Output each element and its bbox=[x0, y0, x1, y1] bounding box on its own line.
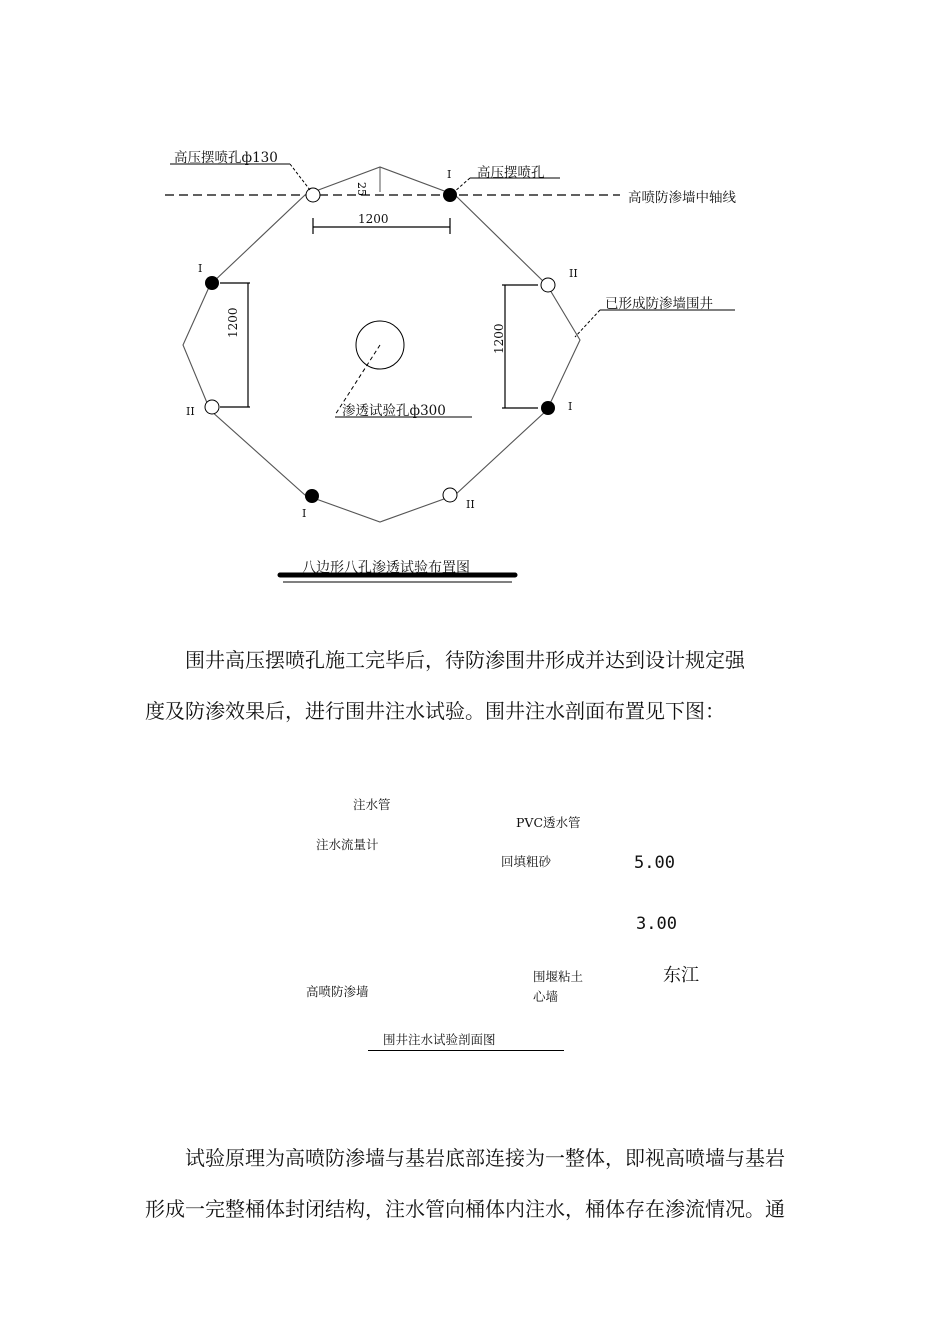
paragraph-2 bbox=[145, 1133, 820, 1235]
caption-underline bbox=[368, 1050, 564, 1051]
label-pipe: 注水管 bbox=[353, 797, 391, 812]
type-label-II: II bbox=[466, 498, 475, 511]
paragraph-line: 形成一完整桶体封闭结构，注水管向桶体内注水，桶体存在渗流情况。通 bbox=[145, 1197, 785, 1221]
label-formed-wall: 已形成防渗墙围井 bbox=[605, 296, 713, 312]
label-jet-hole-130: 高压摆喷孔ф130 bbox=[174, 150, 278, 166]
octagon-layout-figure bbox=[150, 130, 800, 600]
jet-hole-filled bbox=[443, 188, 457, 202]
jet-hole-filled bbox=[541, 401, 555, 415]
elevation-mid: 3.00 bbox=[636, 914, 677, 934]
jet-hole-filled bbox=[205, 276, 219, 290]
label-wall: 高喷防渗墙 bbox=[306, 984, 369, 999]
figure1-caption: 八边形八孔渗透试验布置图 bbox=[302, 560, 470, 576]
type-label-I: I bbox=[447, 168, 452, 181]
type-label-II: II bbox=[186, 405, 195, 418]
label-dim-right: 1200 bbox=[492, 323, 506, 354]
type-label-I: I bbox=[198, 262, 203, 275]
type-label-I: I bbox=[568, 400, 573, 413]
jet-hole-open bbox=[443, 488, 457, 502]
jet-hole-open bbox=[306, 188, 320, 202]
label-backfill: 回填粗砂 bbox=[501, 854, 552, 869]
paragraph-1 bbox=[145, 635, 820, 737]
paragraph-line: 度及防渗效果后，进行围井注水试验。围井注水剖面布置见下图： bbox=[145, 699, 725, 723]
label-dim-top: 1200 bbox=[358, 212, 389, 226]
label-pvc-pipe: PVC透水管 bbox=[516, 815, 581, 830]
label-clay-core: 心墙 bbox=[533, 989, 559, 1004]
label-jet-hole: 高压摆喷孔 bbox=[477, 165, 545, 181]
paragraph-line: 围井高压摆喷孔施工完毕后，待防渗围井形成并达到设计规定强 bbox=[185, 648, 745, 672]
section-figure bbox=[300, 780, 760, 1060]
type-label-I: I bbox=[302, 507, 307, 520]
elevation-top: 5.00 bbox=[634, 853, 675, 873]
jet-hole-filled bbox=[305, 489, 319, 503]
figure2-caption: 围井注水试验剖面图 bbox=[383, 1032, 496, 1047]
svg-text:25: 25 bbox=[355, 182, 368, 196]
label-flowmeter: 注水流量计 bbox=[316, 837, 379, 852]
label-clay-core: 围堰粘土 bbox=[533, 969, 584, 984]
label-river: 东江 bbox=[663, 965, 699, 986]
label-axis-line: 高喷防渗墙中轴线 bbox=[628, 190, 736, 206]
jet-hole-open bbox=[205, 400, 219, 414]
type-label-II: II bbox=[569, 267, 578, 280]
jet-hole-open bbox=[541, 278, 555, 292]
label-test-hole: 渗透试验孔ф300 bbox=[342, 403, 446, 419]
paragraph-line: 试验原理为高喷防渗墙与基岩底部连接为一整体，即视高喷墙与基岩 bbox=[185, 1146, 785, 1170]
label-dim-left: 1200 bbox=[226, 307, 240, 338]
